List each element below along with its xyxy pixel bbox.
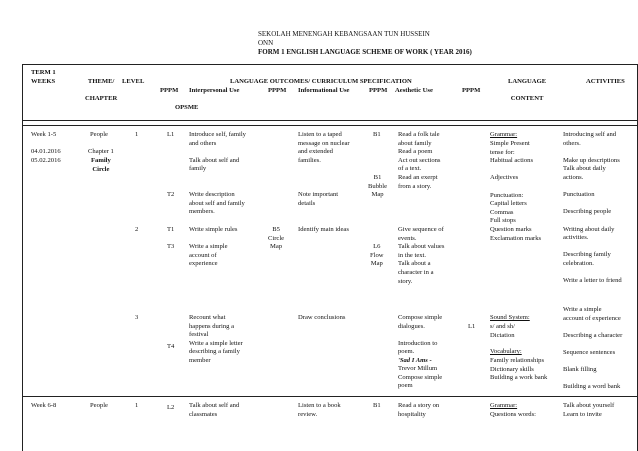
row1-pppm-bubble-map: B1 Bubble Map: [368, 174, 388, 199]
row1-informational-1: Listen to a taped message on nuclear and extended families.: [298, 131, 350, 164]
row1-informational-2: Note important details: [298, 191, 339, 207]
header-pppm-informational: PPPM: [369, 87, 388, 94]
row1-pppm-circle-map: B5 Circle Map: [268, 226, 285, 251]
row1-aesthetic-4: Trevor Millum Compose simple poem: [398, 365, 443, 390]
row2-activities: Talk about yourself Learn to invite: [563, 402, 615, 418]
header-theme: THEME/ CHAPTER: [85, 78, 118, 103]
row1-aesthetic-2: Give sequence of events. Talk about values in the text. Talk about a character in a story.: [398, 226, 445, 285]
header-level: LEVEL: [122, 78, 145, 85]
row1-pppm-flow-map: L6 Flow Map: [370, 243, 384, 268]
header-opsme: OPSME: [175, 104, 199, 111]
row1-activities-1: Introducing self and others. Make up descriptions Talk about daily actions. Punctuation Describing people Writing about daily activities. Describing family celebration. Write a letter to friend: [563, 131, 622, 285]
row1-pppm-b1: B1: [373, 131, 381, 138]
header-language-outcomes: LANGUAGE OUTCOMES/ CURRICULUM SPECIFICATION: [230, 78, 412, 85]
header-weeks: WEEKS: [31, 78, 56, 85]
row1-pppm-t3: T3: [167, 243, 175, 250]
header-interpersonal-use: Interpersonal Use: [189, 87, 240, 94]
header-informational-use: Informational Use: [298, 87, 350, 94]
row1-content-vocab: Family relationships Dictionary skills Building a work bank: [490, 357, 548, 382]
school-name-continued: ONN: [258, 39, 274, 47]
row1-theme: People: [90, 131, 108, 138]
row1-pppm-l1-aesthetic: L1: [468, 323, 476, 330]
row1-level-3: 3: [135, 314, 139, 321]
row1-content-sound: s/ and sh/ Dictation: [490, 323, 515, 339]
row1-interpersonal-3: Write simple rules Write a simple account of experience: [189, 226, 238, 268]
row1-interpersonal-1: Introduce self, family and others Talk about self and family: [189, 131, 246, 173]
row1-activities-2: Write a simple account of experience Describing a character Sequence sentences Blank filling Building a word bank: [563, 306, 623, 391]
row1-pppm-l1: L1: [167, 131, 175, 138]
row1-chapter: Chapter 1: [88, 148, 114, 155]
row1-pppm-t4: T4: [167, 343, 175, 350]
header-pppm: PPPM: [160, 87, 179, 94]
row2-content: Questions words:: [490, 411, 536, 418]
row1-chapter-title: Family Circle: [91, 157, 111, 173]
row1-poem-title: 'Sad I Ams -: [398, 357, 432, 364]
row1-content-sound-heading: Sound System:: [490, 314, 530, 321]
row1-level-1: 1: [135, 131, 139, 138]
header-activities: ACTIVITIES: [586, 78, 625, 85]
row1-aesthetic-3: Compose simple dialogues. Introduction to poem.: [398, 314, 443, 356]
school-name: SEKOLAH MENENGAH KEBANGSAAN TUN HUSSEIN: [258, 30, 430, 38]
header-pppm-interpersonal: PPPM: [268, 87, 287, 94]
row2-interpersonal: Talk about self and classmates: [189, 402, 240, 418]
document-title: FORM 1 ENGLISH LANGUAGE SCHEME OF WORK ( YEAR 2016): [258, 48, 472, 56]
header-pppm-aesthetic: PPPM: [462, 87, 481, 94]
row2-theme: People: [90, 402, 108, 409]
row2-informational: Listen to a book review.: [298, 402, 341, 418]
row1-informational-3: Identify main ideas: [298, 226, 349, 233]
row1-interpersonal-2: Write description about self and family members.: [189, 191, 245, 216]
row1-informational-4: Draw conclusions: [298, 314, 346, 321]
row2-content-grammar-heading: Grammar:: [490, 402, 518, 409]
row2-pppm-b1: B1: [373, 402, 381, 409]
row1-pppm-t2: T2: [167, 191, 175, 198]
header-language-content: LANGUAGE CONTENT: [508, 78, 547, 103]
row1-level-2: 2: [135, 226, 139, 233]
row2-weeks: Week 6-8: [31, 402, 57, 409]
row1-content-grammar-heading: Grammar:: [490, 131, 518, 138]
row1-weeks: Week 1-5 04.01.2016 05.02.2016: [31, 131, 61, 164]
row1-interpersonal-4: Recount what happens during a festival Write a simple letter describing a family member: [189, 314, 243, 364]
row1-content-grammar: Simple Present tense for: Habitual actions Adjectives Punctuation: Capital letters Commas Full stops Question marks Exclamation marks: [490, 140, 542, 242]
row2-aesthetic: Read a story on hospitality: [398, 402, 440, 418]
row2-level: 1: [135, 402, 139, 409]
header-term: TERM 1: [31, 69, 56, 76]
row1-aesthetic-1: Read a folk tale about family Read a poem Act out sections of a text. Read an exerpt from a story.: [398, 131, 441, 190]
row1-content-vocab-heading: Vocabulary:: [490, 348, 522, 355]
row1-pppm-t1: T1: [167, 226, 175, 233]
row2-pppm: L2: [167, 404, 175, 411]
header-aesthetic-use: Aesthetic Use: [395, 87, 433, 94]
